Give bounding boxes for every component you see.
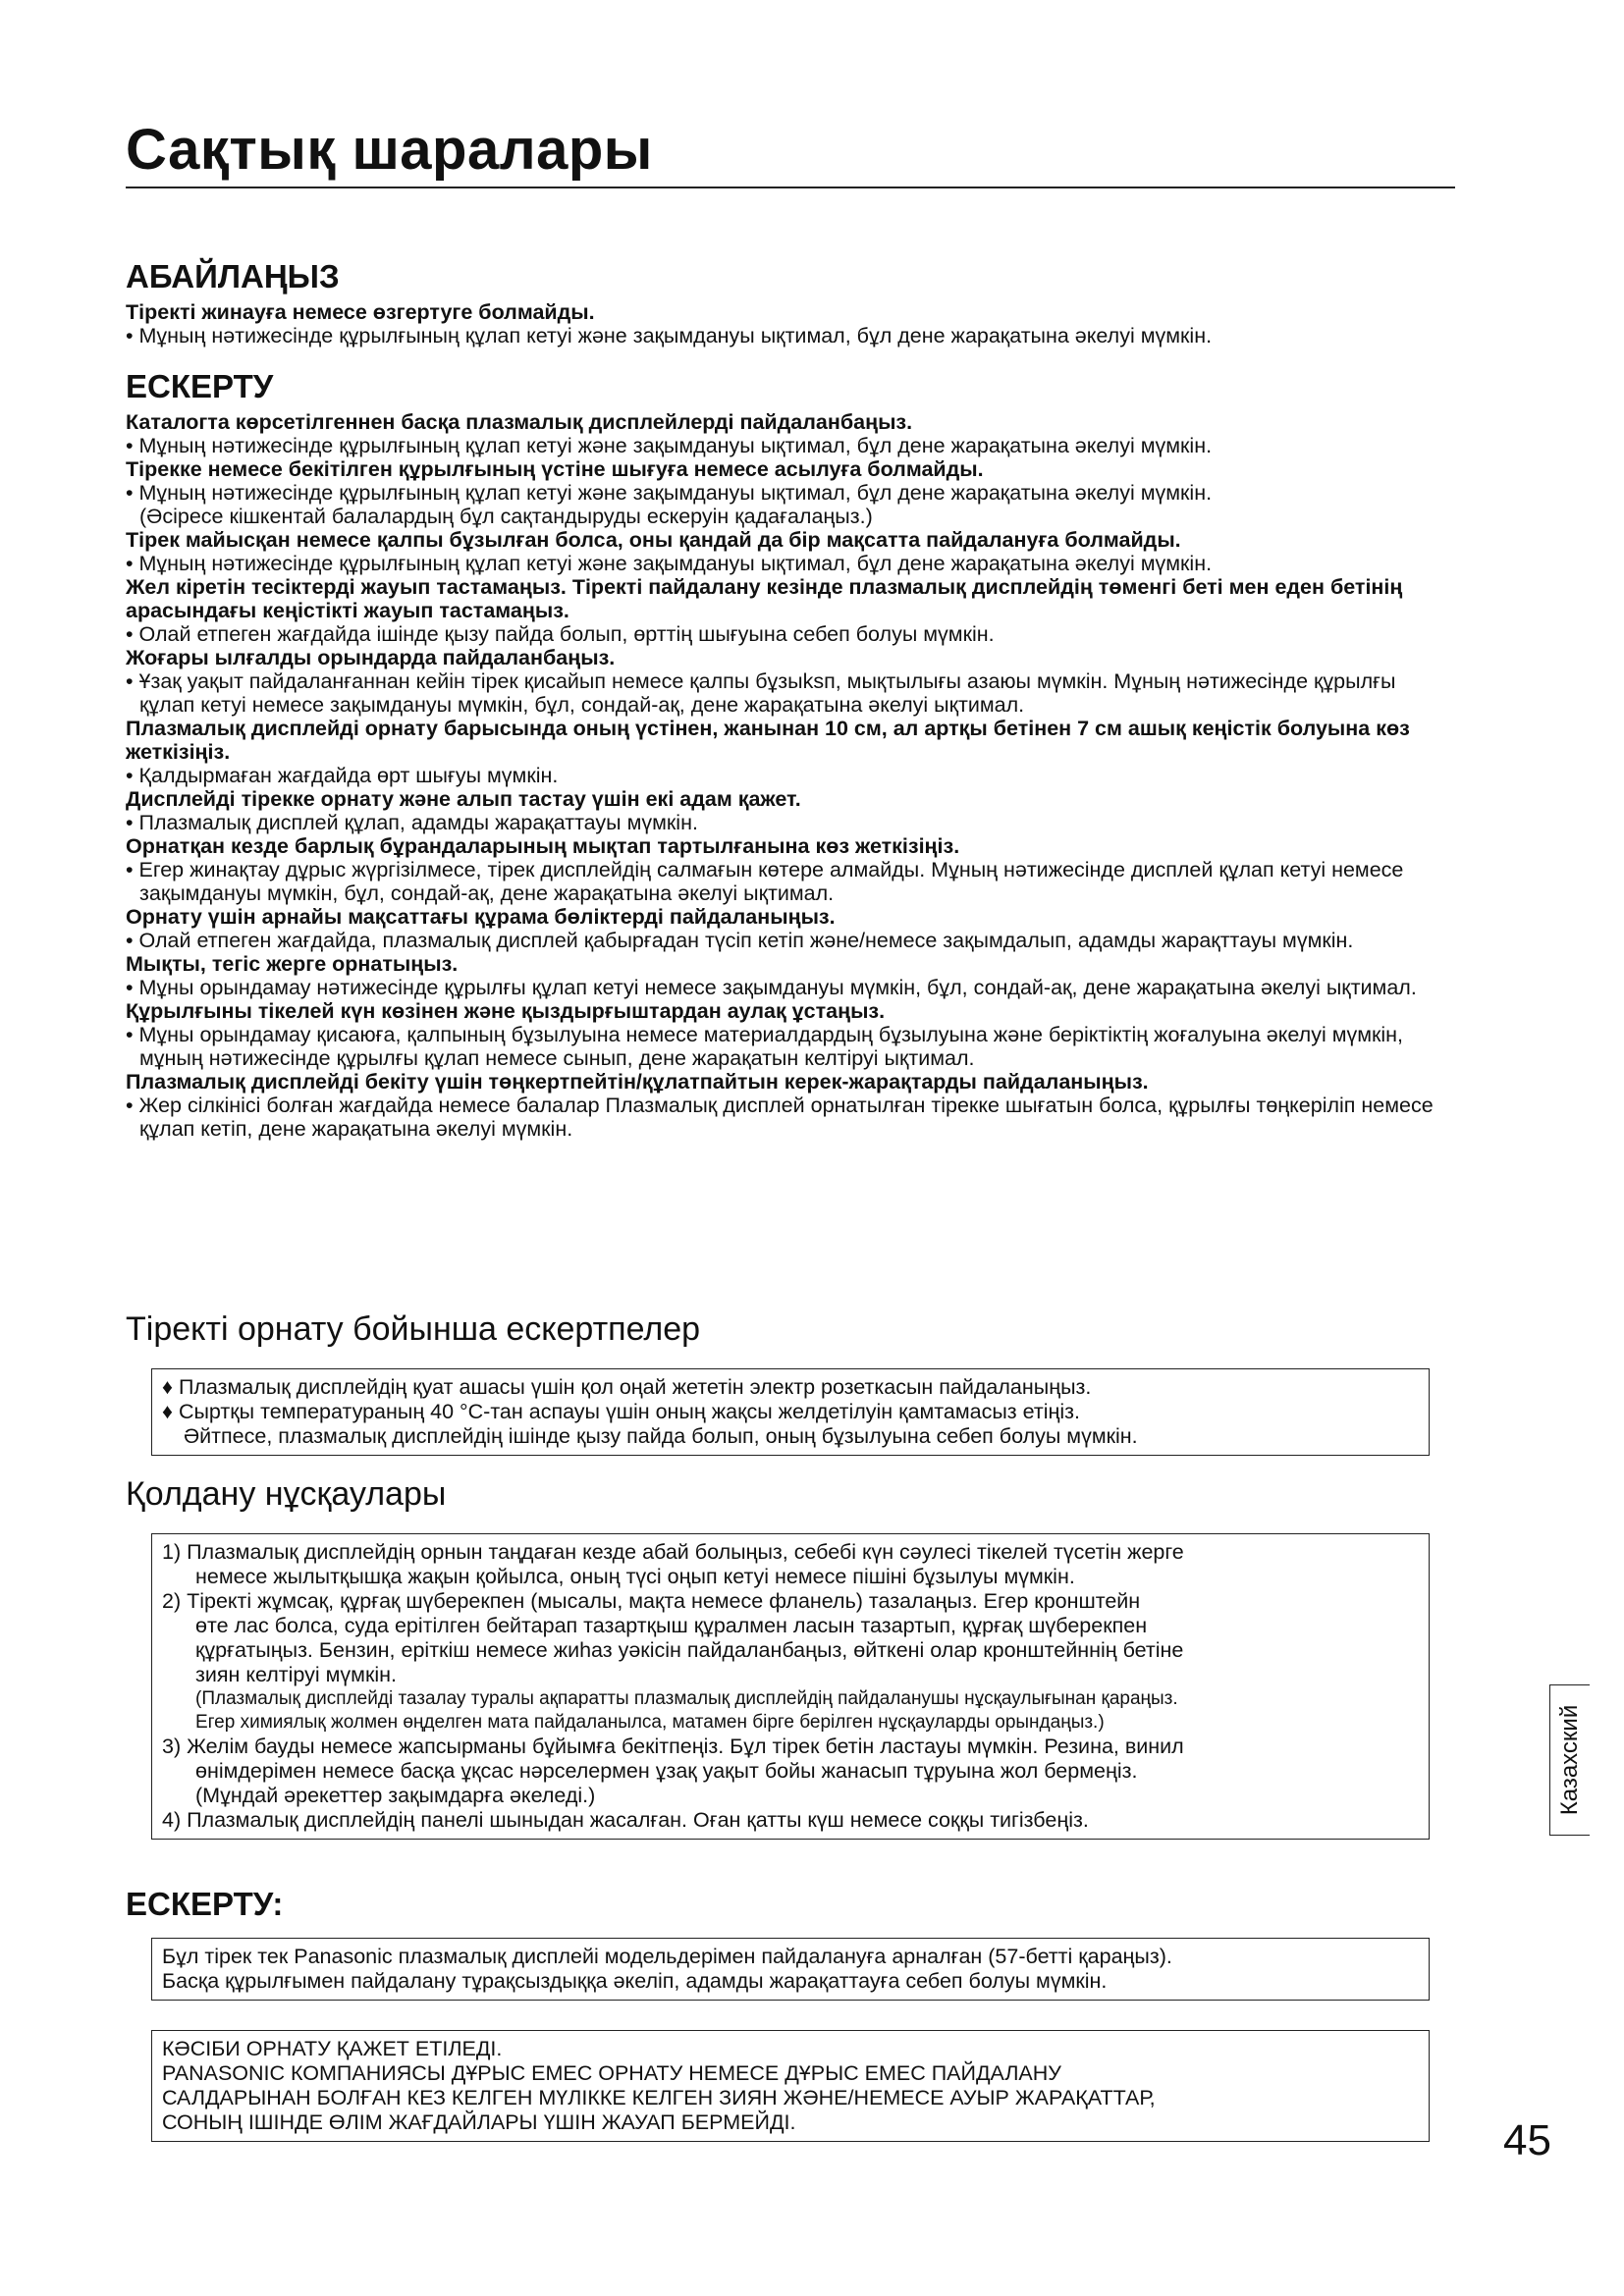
caution-rule-5: Жоғары ылғалды орындарда пайдаланбаңыз. bbox=[126, 645, 616, 669]
disclaimer-line-4: СОНЫҢ ІШІНДЕ ӨЛІМ ЖАҒДАЙЛАРЫ ҮШІН ЖАУАП БЕРМЕЙДІ. bbox=[162, 2110, 796, 2134]
usage-item-2-cont-1: өте лас болса, суда ерітілген бейтарап тазартқыш құралмен ласын тазартып, құрғақ шүберекпен bbox=[195, 1614, 1148, 1637]
caution-rule-6: Плазмалық дисплейді орнату барысында оның үстінен, жанынан 10 см, ал артқы бетінен 7 см ашық кеңістік болуына көз жеткізіңіз. bbox=[126, 716, 1410, 764]
usage-item-4: 4) Плазмалық дисплейдің панелі шыныдан жасалған. Оған қатты күш немесе соққы тигізбеңіз. bbox=[162, 1808, 1089, 1832]
caution-note-1: • Мұның нәтижесінде құрылғының құлап кетуі және зақымдануы ықтимал, бұл дене жарақатына әкелуі мүмкін. bbox=[126, 433, 1213, 457]
caution-note-5: • Ұзақ уақыт пайдаланғаннан кейін тірек қисайып немесе қалпы бұзыksп, мықтылығы азаюы мүмкін. Мұның нәтижесінде құрылғы құлап кетуі немесе зақымдануы мүмкін, бұл, сондай-ақ, дене жарақатына әкелуі ықтимал. bbox=[126, 668, 1396, 717]
caution-note-3: • Мұның нәтижесінде құрылғының құлап кетуі және зақымдануы ықтимал, бұл дене жарақатына әкелуі мүмкін. bbox=[126, 551, 1213, 575]
caution-note-11: • Мұны орындамау қисаюға, қалпының бұзылуына немесе материалдардың бұзылуына және беріктіктің жоғалуына әкелуі мүмкін, мұның нәтижесінде құрылғы құлап немесе сынып, дене жарақатын келтіруі ықтимал. bbox=[126, 1022, 1404, 1070]
language-tab bbox=[1549, 1684, 1590, 1836]
caution2-section bbox=[126, 1885, 1455, 1928]
caution-rule-2: Тірекке немесе бекітілген құрылғының үстіне шығуға немесе асылуға болмайды. bbox=[126, 456, 984, 481]
caution-section bbox=[126, 367, 1455, 1141]
usage-item-2-note-1: (Плазмалық дисплейді тазалау туралы ақпаратты плазмалық дисплейдің пайдаланушы нұсқаулығынан қараңыз. bbox=[195, 1688, 1178, 1709]
setup-notes-box bbox=[151, 1368, 1430, 1456]
caution-note-6: • Қалдырмаған жағдайда өрт шығуы мүмкін. bbox=[126, 763, 559, 787]
disclaimer-line-3: САЛДАРЫНАН БОЛҒАН КЕЗ КЕЛГЕН МҮЛІККЕ КЕЛГЕН ЗИЯН ЖӘНЕ/НЕМЕСЕ АУЫР ЖАРАҚАТТАР, bbox=[162, 2086, 1156, 2109]
usage-item-2-cont-2: құрғатыңыз. Бензин, еріткіш немесе жиһаз уәкісін пайдаланбаңыз, өйткені олар кронштейннің бетіне bbox=[195, 1638, 1184, 1662]
usage-heading: Қолдану нұсқаулары bbox=[126, 1475, 447, 1513]
usage-item-3-cont-1: өнімдерімен немесе басқа ұқсас нәрселермен ұзақ уақыт бойы жанасып тұруына жол бермеңіз. bbox=[195, 1759, 1138, 1783]
disclaimer-line-2: PANASONIC КОМПАНИЯСЫ ДҰРЫС ЕМЕС ОРНАТУ НЕМЕСЕ ДҰРЫС ЕМЕС ПАЙДАЛАНУ bbox=[162, 2061, 1061, 2085]
setup-notes-heading: Тіректі орнату бойынша ескертпелер bbox=[126, 1310, 701, 1348]
caution-rule-12: Плазмалық дисплейді бекіту үшін төңкертпейтін/құлатпайтын керек-жарақтарды пайдаланыңыз. bbox=[126, 1069, 1149, 1094]
setup-note-2: ♦ Сыртқы температураның 40 °C-тан аспауы үшін оның жақсы желдетілуін қамтамасыз етіңіз. bbox=[162, 1400, 1080, 1423]
warning-note: • Мұның нәтижесінде құрылғының құлап кетуі және зақымдануы ықтимал, бұл дене жарақатына әкелуі мүмкін. bbox=[126, 323, 1213, 347]
page-number: 45 bbox=[1503, 2116, 1551, 2164]
usage-section bbox=[126, 1474, 1455, 1515]
usage-item-2-cont-3: зиян келтіруі мүмкін. bbox=[195, 1663, 397, 1686]
warning-heading: АБАЙЛАҢЫЗ bbox=[126, 258, 340, 294]
warning-rule: Тіректі жинауға немесе өзгертуге болмайды. bbox=[126, 299, 595, 324]
caution-note-7: • Плазмалық дисплей құлап, адамды жарақаттауы мүмкін. bbox=[126, 810, 698, 834]
caution-note-9: • Олай етпеген жағдайда, плазмалық дисплей қабырғадан түсіп кетіп және/немесе зақымдалып, адамды жарақттауы мүмкін. bbox=[126, 928, 1354, 952]
usage-item-2-note-2: Егер химиялық жолмен өңделген мата пайдаланылса, матамен бірге берілген нұсқауларды орындаңыз.) bbox=[195, 1712, 1105, 1733]
disclaimer-line-1: КӘСІБИ ОРНАТУ ҚАЖЕТ ЕТІЛЕДІ. bbox=[162, 2037, 503, 2060]
setup-note-1: ♦ Плазмалық дисплейдің қуат ашасы үшін қол оңай жететін электр розеткасын пайдаланыңыз. bbox=[162, 1375, 1092, 1399]
usage-item-2: 2) Тіректі жұмсақ, құрғақ шүберекпен (мысалы, мақта немесе фланель) тазалаңыз. Егер кронштейн bbox=[162, 1589, 1141, 1613]
caution-note-8: • Егер жинақтау дұрыс жүргізілмесе, тірек дисплейдің салмағын көтере алмайды. Мұның нәтижесінде дисплей құлап кетуі немесе зақымдануы мүмкін, бұл, сондай-ақ, дене жарақатына әкелуі ықтимал. bbox=[126, 857, 1404, 905]
caution-rule-7: Дисплейді тірекке орнату және алып тастау үшін екі адам қажет. bbox=[126, 786, 801, 811]
caution-rule-10: Мықты, тегіс жерге орнатыңыз. bbox=[126, 951, 459, 976]
caution-note-12: • Жер сілкінісі болған жағдайда немесе балалар Плазмалық дисплей орнатылған тірекке шығатын болса, құрылғы төңкеріліп немесе құлап кетіп, дене жарақатына әкелуі мүмкін. bbox=[126, 1093, 1434, 1141]
caution2-line-1: Бұл тірек тек Panasonic плазмалық дисплейі модельдерімен пайдалануға арналған (57-бетті қараңыз). bbox=[162, 1945, 1172, 1968]
usage-item-3: 3) Желім бауды немесе жапсырманы бұйымға бекітпеңіз. Бұл тірек бетін ластауы мүмкін. Резина, винил bbox=[162, 1735, 1184, 1758]
disclaimer-box bbox=[151, 2030, 1430, 2142]
caution-rule-4: Жел кіретін тесіктерді жауып тастамаңыз. Тіректі пайдалану кезінде плазмалық дисплейдің төменгі беті мен еден бетінің арасындағы кеңістікті жауып тастамаңыз. bbox=[126, 574, 1403, 622]
caution-rule-3: Тірек майысқан немесе қалпы бұзылған болса, оны қандай да бір мақсатта пайдалануға болмайды. bbox=[126, 527, 1181, 552]
caution-rule-11: Құрылғыны тікелей күн көзінен және қыздырғыштардан аулақ ұстаңыз. bbox=[126, 998, 886, 1023]
page-title: Сақтық шаралары bbox=[126, 122, 1455, 188]
caution-rule-9: Орнату үшін арнайы мақсаттағы құрама бөліктерді пайдаланыңыз. bbox=[126, 904, 836, 929]
caution-note-10: • Мұны орындамау нәтижесінде құрылғы құлап кетуі немесе зақымдануы мүмкін, бұл, сондай-ақ, дене жарақатына әкелуі ықтимал. bbox=[126, 975, 1417, 999]
caution-rule-1: Каталогта көрсетілгеннен басқа плазмалық дисплейлерді пайдаланбаңыз. bbox=[126, 409, 913, 434]
language-tab-label: Казахский bbox=[1556, 1704, 1584, 1816]
setup-notes-section bbox=[126, 1309, 1455, 1350]
setup-note-2-extra: Әйтпесе, плазмалық дисплейдің ішінде қызу пайда болып, оның бұзылуына себеп болуы мүмкін. bbox=[184, 1424, 1138, 1448]
caution2-line-2: Басқа құрылғымен пайдалану тұрақсыздыққа әкеліп, адамды жарақаттауға себеп болуы мүмкін. bbox=[162, 1969, 1108, 1993]
warning-section bbox=[126, 257, 1455, 347]
caution-note-2-extra: (Әсіресе кішкентай балалардың бұл сақтандыруды ескеруін қадағалаңыз.) bbox=[139, 504, 873, 528]
usage-box bbox=[151, 1533, 1430, 1840]
caution-heading: ЕСКЕРТУ bbox=[126, 368, 274, 404]
caution-note-2: • Мұның нәтижесінде құрылғының құлап кетуі және зақымдануы ықтимал, бұл дене жарақатына әкелуі мүмкін. bbox=[126, 480, 1213, 505]
caution2-heading: ЕСКЕРТУ: bbox=[126, 1886, 284, 1922]
caution-rule-8: Орнатқан кезде барлық бұрандаларының мықтап тартылғанына көз жеткізіңіз. bbox=[126, 833, 960, 858]
usage-item-1: 1) Плазмалық дисплейдің орнын таңдаған кезде абай болыңыз, себебі күн сәулесі тікелей түсетін жерге bbox=[162, 1540, 1184, 1564]
usage-item-3-cont-2: (Мұндай әрекеттер зақымдарға әкеледі.) bbox=[195, 1784, 596, 1807]
caution-note-4: • Олай етпеген жағдайда ішінде қызу пайда болып, өрттің шығуына себеп болуы мүмкін. bbox=[126, 621, 995, 646]
usage-item-1-cont: немесе жылытқышқа жақын қойылса, оның түсі оңып кетуі немесе пішіні бұзылуы мүмкін. bbox=[195, 1565, 1075, 1588]
caution2-box bbox=[151, 1938, 1430, 2001]
